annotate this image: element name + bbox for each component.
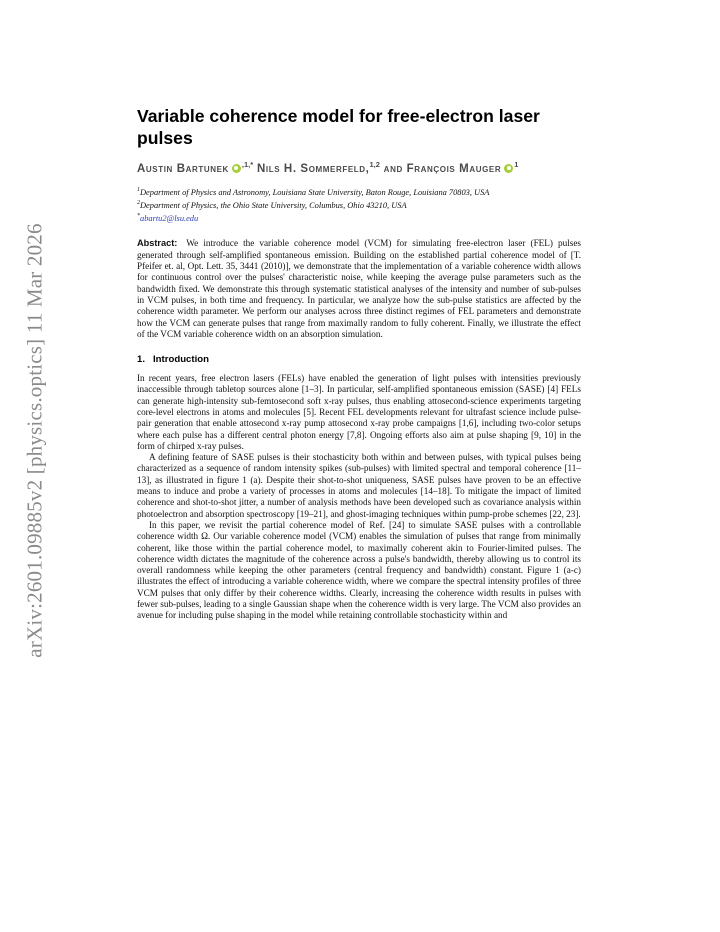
email-link[interactable]: abartu2@lsu.edu xyxy=(140,214,199,224)
affiliation xyxy=(137,185,581,198)
orcid-icon[interactable] xyxy=(504,164,513,173)
author-affiliation-marks: ,1,* xyxy=(241,160,254,169)
author-name: François Mauger xyxy=(406,162,502,175)
arxiv-identifier-margin xyxy=(14,120,56,760)
abstract-text: We introduce the variable coherence model (VCM) for simulating free-electron laser (FEL) pulses generated through self-amplified spontaneous emission. Building on the established partial coherence model of [T. Pfeifer et. al, Opt. Lett. 35, 3441 (2010)], we demonstrate that the implementation of a variable coherence width allows for continuous control over the pulses' characteristic noise, while keeping the average pulse parameters such as the bandwidth fixed. We demonstrate this through systematic statistical analyses of the intensity and number of sub-pulses in VCM pulses, in both time and frequency. In particular, we analyze how the sub-pulse statistics are affected by the coherence width parameter. We perform our analyses across three distinct regimes of FEL parameters and demonstrate how the VCM can generate pulses that range from maximally random to fully coherent. Finally, we illustrate the effect of the VCM variable coherence width on an absorption simulation. xyxy=(137,238,581,339)
corresponding-email xyxy=(137,211,581,224)
affiliation xyxy=(137,198,581,211)
affiliation-mark: 2 xyxy=(137,200,140,207)
abstract xyxy=(137,238,581,340)
section-heading xyxy=(137,354,581,366)
paper-title: Variable coherence model for free-electron laser pulses xyxy=(137,106,540,148)
affiliation-mark: 1 xyxy=(137,186,140,193)
arxiv-identifier: arXiv:2601.09885v2 [physics.optics] 11 Mar 2026 xyxy=(22,222,47,658)
author-list xyxy=(137,157,581,177)
affiliation-text: Department of Physics, the Ohio State University, Columbus, Ohio 43210, USA xyxy=(140,200,407,210)
body-paragraph: A defining feature of SASE pulses is their stochasticity both within and between pulses, with typical pulses being characterized as a sequence of random intensity spikes (sub-pulses) with limited spectral and temporal coherence [11–13], as illustrated in figure 1 (a). Despite their shot-to-shot uniqueness, SASE pulses have proven to be an effective means to induce and probe a variety of processes in atoms and molecules [14–18]. To mitigate the impact of limited coherence and shot-to-shot jitter, a number of analysis methods have been developed such as covariance analysis within photoelectron and absorption spectroscopy [19–21], and ghost-imaging techniques within pump-probe schemes [22, 23]. xyxy=(137,452,581,519)
affiliation-mark: * xyxy=(137,213,140,220)
affiliation-list xyxy=(137,185,581,225)
author-affiliation-marks: 1 xyxy=(514,160,519,169)
section-number: 1. xyxy=(137,354,146,366)
section-title: Introduction xyxy=(153,354,209,366)
paper-content xyxy=(137,105,581,622)
author-affiliation-marks: 1,2 xyxy=(369,160,380,169)
affiliation-text: Department of Physics and Astronomy, Louisiana State University, Baton Rouge, Louisiana 70803, USA xyxy=(140,187,490,197)
abstract-heading: Abstract: xyxy=(137,238,178,249)
author-name: Nils H. Sommerfeld, xyxy=(253,162,370,175)
body-paragraph: In recent years, free electron lasers (FELs) have enabled the generation of light pulses with intensities previously inaccessible through tabletop sources alone [1–3]. In particular, self-amplified spontaneous emission (SASE) [4] FELs can generate high-intensity sub-femtosecond soft x-ray pulses, thus enabling attosecond-science experiments targeting core-level electrons in atoms and molecules [5]. Recent FEL developments relevant for ultrafast science include pulse-pair generation that enable attosecond x-ray pump attosecond x-ray probe campaigns [1,6], including two-color setups where each pulse has a different central photon energy [7,8]. Ongoing efforts also aim at pulse shaping [9, 10] in the form of chirped x-ray pulses. xyxy=(137,373,581,451)
author-name: Austin Bartunek xyxy=(137,162,229,175)
body-paragraph: In this paper, we revisit the partial coherence model of Ref. [24] to simulate SASE pulses with a controllable coherence width Ω. Our variable coherence model (VCM) enables the simulation of pulses that range from minimally coherent, like those within the partial coherence model, to maximally coherent akin to Fourier-limited pulses. The coherence width dictates the magnitude of the coherence across a pulse's bandwidth, thereby allowing us to control its overall randomness while keeping the other parameters (central frequency and bandwidth) constant. Figure 1 (a-c) illustrates the effect of introducing a variable coherence width, where we compare the spectral intensity profiles of three VCM pulses that only differ by their coherence widths. Clearly, increasing the coherence width results in pulses with fewer sub-pulses, leading to a single Gaussian shape when the coherence width is very large. The VCM also provides an avenue for including pulse shaping in the model while retaining controllable stochasticity within and xyxy=(137,519,581,621)
author-conjunction: and xyxy=(379,162,407,175)
orcid-icon[interactable] xyxy=(232,164,241,173)
